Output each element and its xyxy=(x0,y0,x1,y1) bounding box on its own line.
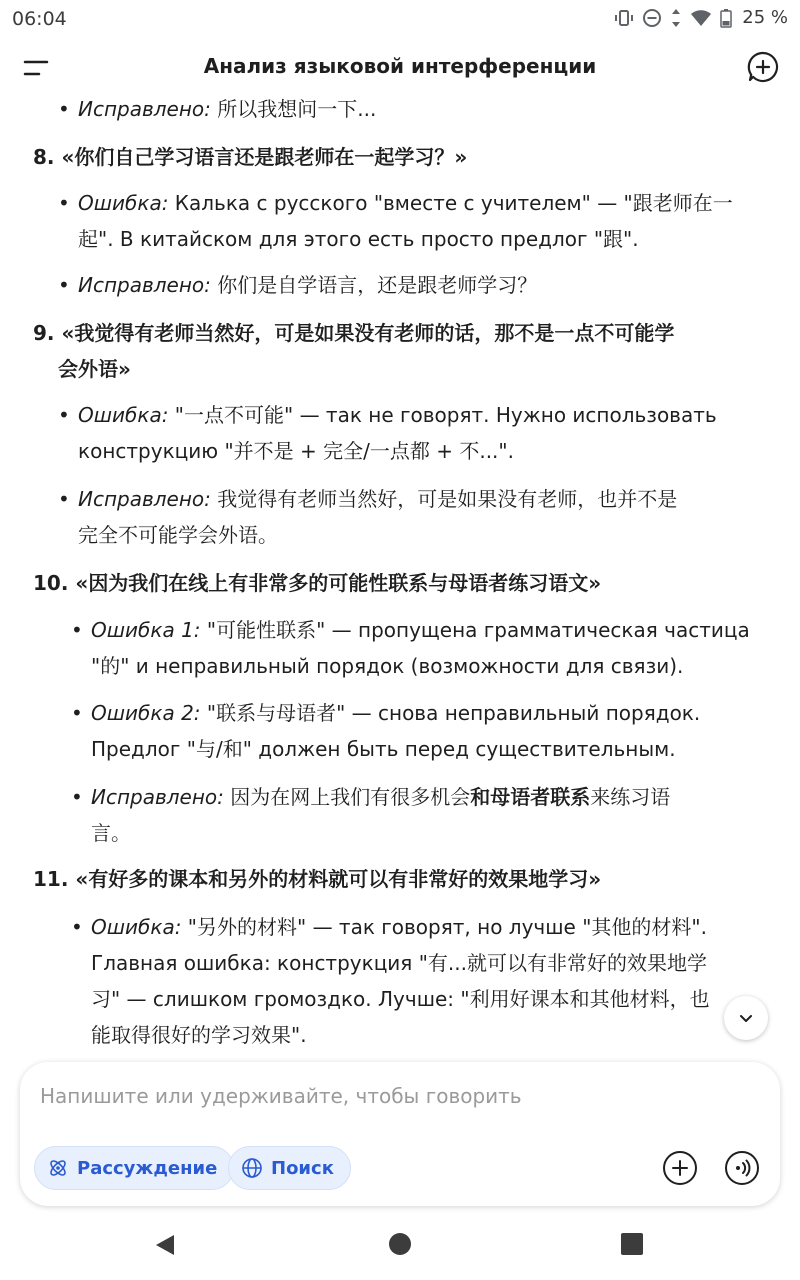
back-icon[interactable] xyxy=(152,1232,178,1258)
chat-response xyxy=(0,92,800,1052)
dnd-icon xyxy=(642,8,662,28)
reasoning-label: Рассуждение xyxy=(77,1157,218,1179)
home-icon[interactable] xyxy=(388,1232,412,1256)
list-item-cont: 言。 xyxy=(91,821,131,845)
list-item: • Исправлено: 我觉得有老师当然好，可是如果没有老师，也并不是 xyxy=(78,482,677,516)
status-icons xyxy=(614,7,788,28)
search-label: Поиск xyxy=(271,1157,334,1179)
message-composer xyxy=(20,1062,780,1206)
item-9-header: 9. «我觉得有老师当然好，可是如果没有老师的话，那不是一点不可能学 xyxy=(33,321,675,345)
list-item-cont: конструкцию "并不是 + 完全/一点都 + 不...". xyxy=(78,439,514,463)
new-chat-button[interactable] xyxy=(746,50,780,84)
new-chat-icon xyxy=(746,50,780,84)
status-bar xyxy=(0,0,800,40)
scroll-down-button[interactable] xyxy=(724,996,768,1040)
list-item: • Ошибка: Калька с русского "вместе с учителем" — "跟老师在一 xyxy=(78,186,733,220)
vibrate-icon xyxy=(614,8,634,28)
list-item-cont: 完全不可能学会外语。 xyxy=(78,523,278,547)
wifi-icon xyxy=(690,8,712,28)
battery-percent: 25 % xyxy=(742,7,788,28)
list-item: • Ошибка 2: "联系与母语者" — снова неправильный порядок. xyxy=(91,696,700,730)
attach-button[interactable] xyxy=(662,1150,698,1186)
list-item-cont: Предлог "与/和" должен быть перед существительным. xyxy=(91,737,676,761)
battery-icon xyxy=(720,8,732,28)
list-item-cont: 起". В китайском для этого есть просто предлог "跟". xyxy=(78,227,639,251)
data-arrows-icon xyxy=(670,8,682,28)
search-toggle[interactable] xyxy=(228,1146,351,1190)
plus-circle-icon xyxy=(662,1150,698,1186)
page-title: Анализ языковой интерференции xyxy=(203,54,597,78)
reasoning-toggle[interactable] xyxy=(34,1146,234,1190)
list-item: • Исправлено: 所以我想问一下... xyxy=(78,92,376,126)
voice-button[interactable] xyxy=(724,1150,760,1186)
app-bar xyxy=(0,40,800,96)
list-item-cont: 习" — слишком громоздко. Лучше: "利用好课本和其他材料，也 xyxy=(91,987,710,1011)
status-time: 06:04 xyxy=(12,8,67,30)
system-nav-bar xyxy=(0,1216,800,1280)
message-input[interactable]: Напишите или удерживайте, чтобы говорить xyxy=(40,1084,522,1108)
voice-icon xyxy=(724,1150,760,1186)
atom-icon xyxy=(47,1157,69,1179)
list-item: • Исправлено: 因为在网上我们有很多机会和母语者联系来练习语 xyxy=(91,780,670,814)
list-item-cont: Главная ошибка: конструкция "有...就可以有非常好的效果地学 xyxy=(91,951,707,975)
item-11-header: 11. «有好多的课本和另外的材料就可以有非常好的效果地学习» xyxy=(33,867,602,891)
item-10-header: 10. «因为我们在线上有非常多的可能性联系与母语者练习语文» xyxy=(33,571,602,595)
chevron-down-icon xyxy=(736,1008,756,1028)
list-item-cont: 能取得很好的学习效果". xyxy=(91,1023,307,1047)
list-item: • Исправлено: 你们是自学语言，还是跟老师学习？ xyxy=(78,268,537,302)
item-9-header-cont: 会外语» xyxy=(58,357,131,381)
globe-icon xyxy=(241,1157,263,1179)
item-8-header: 8. «你们自己学习语言还是跟老师在一起学习？» xyxy=(33,145,468,169)
recents-icon[interactable] xyxy=(620,1232,644,1256)
list-item: • Ошибка 1: "可能性联系" — пропущена грамматическая частица xyxy=(91,613,750,647)
list-item: • Ошибка: "另外的材料" — так говорят, но лучше "其他的材料". xyxy=(91,910,707,944)
list-item-cont: "的" и неправильный порядок (возможности для связи). xyxy=(91,654,684,678)
list-item: • Ошибка: "一点不可能" — так не говорят. Нужно использовать xyxy=(78,398,717,432)
